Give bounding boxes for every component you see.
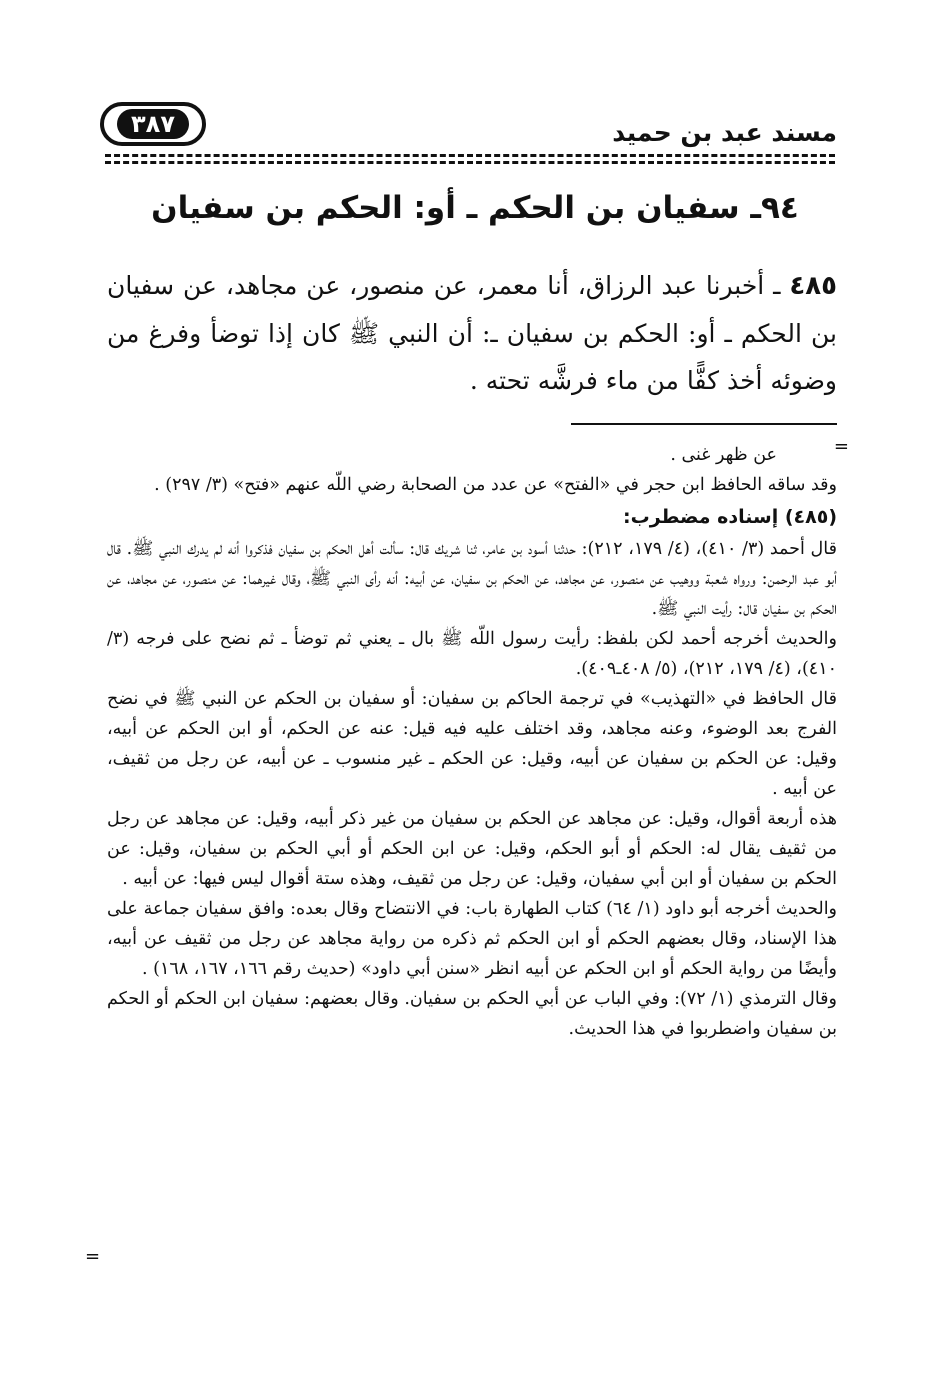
page-number: ٣٨٧ <box>117 109 189 139</box>
hadith-number: ٤٨٥ <box>789 271 838 301</box>
footnote-heading: (٤٨٥) إسناده مضطرب: <box>623 506 837 528</box>
footnote-paragraph: والحديث أخرجه أحمد لكن بلفظ: رأيت رسول اللّه ﷺ بال ـ يعني ثم توضأ ـ ثم نضح على فرجه (٣/ ٤١٠)، (٤/ ١٧٩، ٢١٢)، (٥/ ٤٠٨ـ٤٠٩). <box>107 629 837 679</box>
hadith-text: ـ أخبرنا عبد الرزاق، أنا معمر، عن منصور، عن مجاهد، عن سفيان بن الحكم ـ أو: الحكم بن سفيان ـ: أن النبي ﷺ كان إذا توضأ وفرغ من وضوئه أخذ كفًّا من ماء فرشَّه تحته . <box>107 271 837 395</box>
header-rule <box>105 154 835 157</box>
footnote-paragraph: قال الحافظ في «التهذيب» في ترجمة الحاكم بن سفيان: أو سفيان بن الحكم عن النبي ﷺ في نضح الفرج بعد الوضوء، وعنه مجاهد، وقد اختلف عليه فيه قيل: عنه عن الحكم، أو ابن الحكم عن أبيه، وقيل: عن الحكم بن سفيان عن أبيه، وقيل: عن الحكم ـ غير منسوب ـ عن أبيه، عن رجل من ثقيف، عن أبيه . <box>107 689 837 799</box>
header-rule <box>105 161 835 164</box>
footnote-separator <box>571 423 837 425</box>
footnotes <box>107 440 837 1044</box>
continued-to-mark: = <box>85 1246 101 1267</box>
page-number-badge <box>100 102 206 146</box>
footnote-paragraph: هذه أربعة أقوال، وقيل: عن مجاهد عن الحكم بن سفيان من غير ذكر أبيه، وقيل: عن مجاهد عن رجل من ثقيف يقال له: الحكم أو أبو الحكم، وقيل: عن ابن الحكم أو أبي الحكم بن سفيان، وقيل: عن الحكم بن سفيان أو ابن أبي سفيان، وقيل: عن رجل من ثقيف، وهذه ستة أقوال ليس فيها: عن أبيه . <box>107 809 837 889</box>
hadith-text-block <box>107 262 837 404</box>
continued-from-mark: = <box>833 436 849 457</box>
book-title: مسند عبد بن حميد <box>612 118 837 147</box>
chapter-title: ٩٤ـ سفيان بن الحكم ـ أو: الحكم بن سفيان <box>151 190 799 226</box>
footnote-line: وقد ساقه الحافظ ابن حجر في «الفتح» عن عدد من الصحابة رضي اللّه عنهم «فتح» (٣/ ٢٩٧) . <box>154 475 837 495</box>
footnote-paragraph: وقال الترمذي (١/ ٧٢): وفي الباب عن أبي الحكم بن سفيان. وقال بعضهم: سفيان ابن الحكم أو الحكم بن سفيان واضطربوا في هذا الحديث. <box>107 989 837 1039</box>
footnote-line: عن ظهر غنى . <box>670 445 777 465</box>
footnote-paragraph: قال أحمد (٣/ ٤١٠)، (٤/ ١٧٩، ٢١٢): حدثنا أسود بن عامر، ثنا شريك قال: سألت أهل الحكم بن سفيان فذكروا أنه لم يدرك النبي ﷺ. قال أبو عبد الرحمن: ورواه شعبة ووهيب عن منصور، عن مجاهد، عن الحكم بن سفيان، عن أبيه: أنه رأى النبي ﷺ، وقال غيرهما: عن منصور، عن مجاهد، عن الحكم بن سفيان قال: رأيت النبي ﷺ. <box>107 539 837 619</box>
footnote-paragraph: والحديث أخرجه أبو داود (١/ ٦٤) كتاب الطهارة باب: في الانتضاح وقال بعده: وافق سفيان جماعة على هذا الإسناد، وقال بعضهم الحكم أو ابن الحكم ثم ذكره من رواية مجاهد عن رجل من ثقيف عن أبيه، وأيضًا من رواية الحكم أو ابن الحكم عن أبيه انظر «سنن أبي داود» (حديث رقم ١٦٦، ١٦٧، ١٦٨) . <box>107 899 838 979</box>
